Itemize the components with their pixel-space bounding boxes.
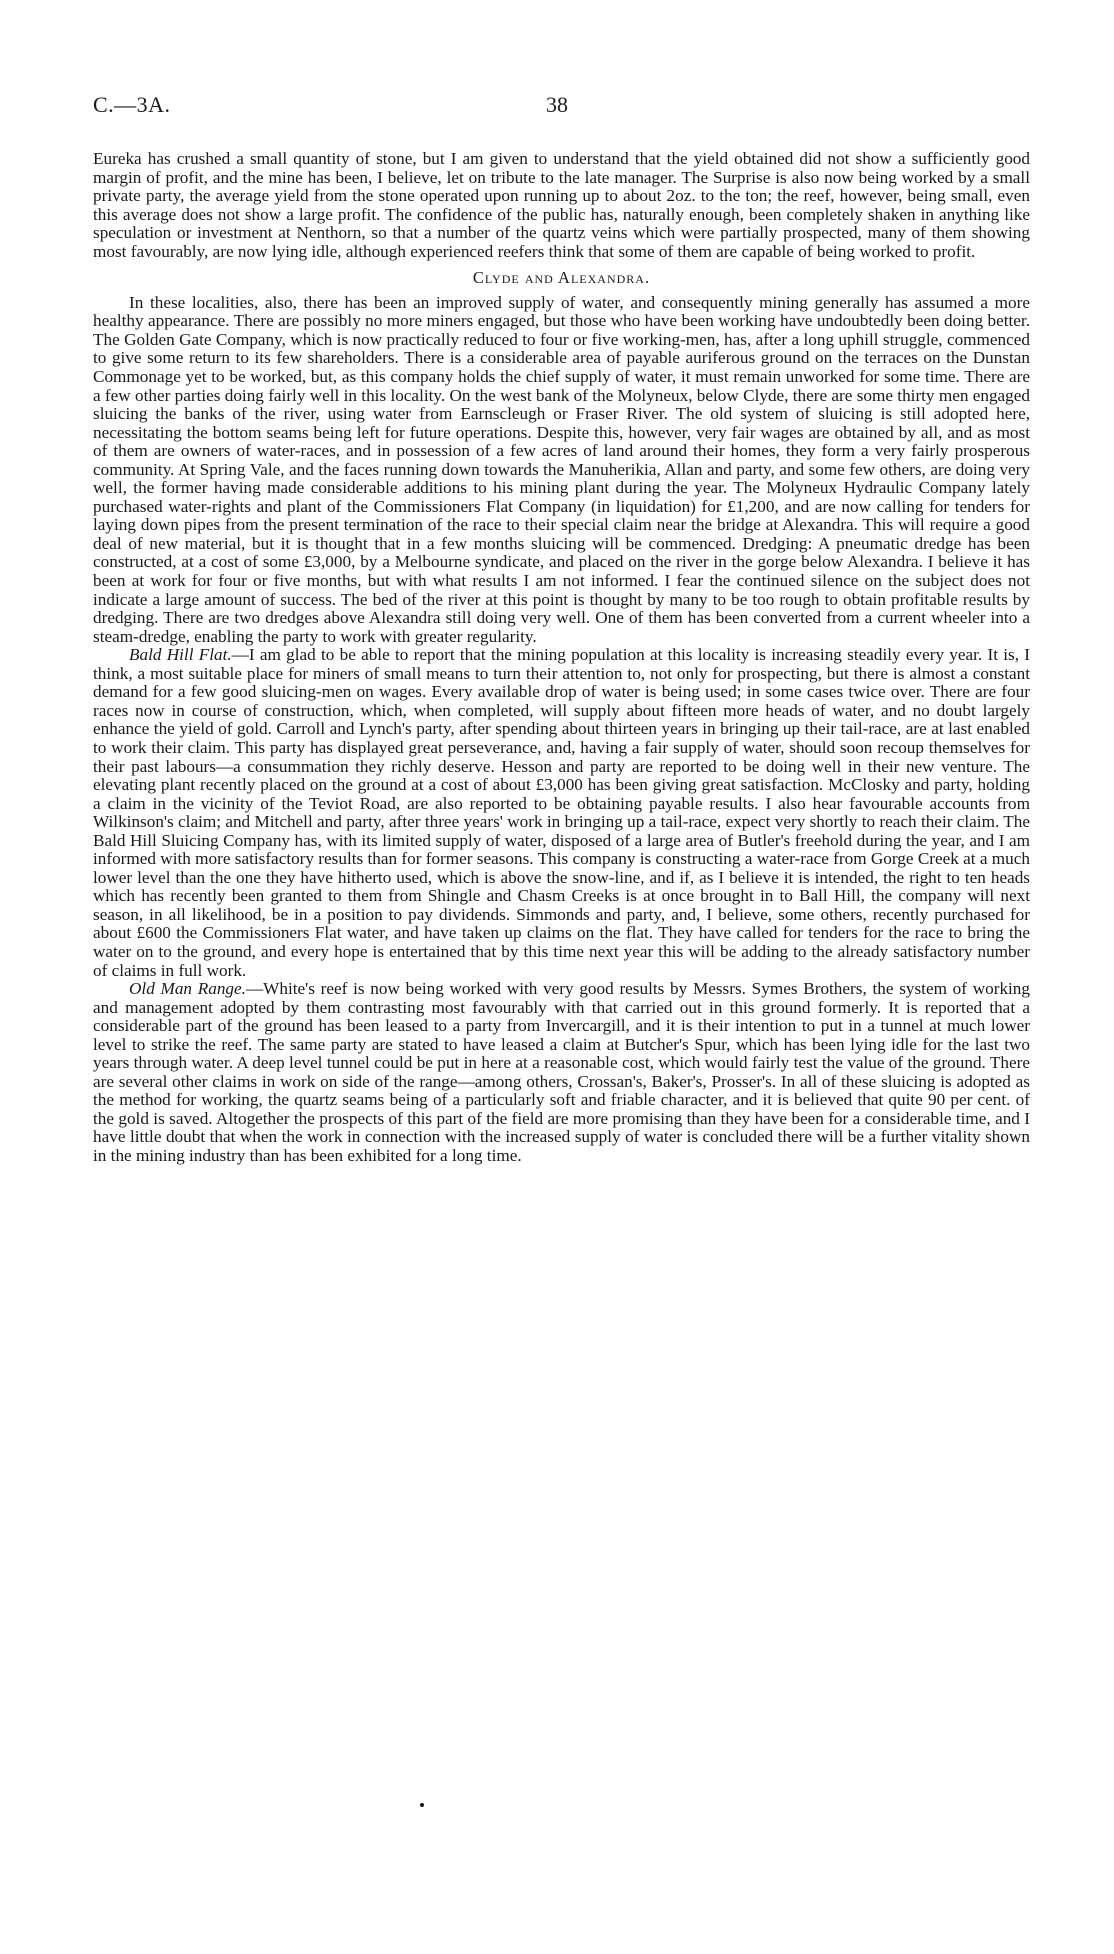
document-reference: C.—3A. (93, 92, 171, 117)
old-man-range-text: —White's reef is now being worked with very good results by Messrs. Symes Brothers, the system of working and management adopted by them contrasting most favourably with that carried out in this ground formerly. It is reported that a considerable part of the ground has been leased to a party from Invercargill, and it is their intention to put in a tunnel at much lower level to strike the reef. The same party are stated to have leased a claim at Butcher's Spur, which has been lying idle for the last two years through water. A deep level tunnel could be put in here at a reasonable cost, which would fairly test the value of the ground. There are several other claims in work on side of the range—among others, Crossan's, Baker's, Prosser's. In all of these sluicing is adopted as the method for working, the quartz seams being of a particularly soft and friable character, and it is believed that quite 90 per cent. of the gold is saved. Altogether the prospects of this part of the field are more promising than they have been for a considerable time, and I have little doubt that when the work in connection with the increased supply of water is concluded there will be a further vitality shown in the mining industry than has been exhibited for a long time. (93, 979, 1030, 1165)
bald-hill-flat-text: —I am glad to be able to report that the mining population at this locality is increasing steadily every year. It is, I think, a most suitable place for miners of small means to turn their attention to, not only for prospecting, but there is almost a constant demand for a few good sluicing-men on wages. Every available drop of water is being used; in some cases twice over. There are four races now in course of construction, which, when completed, will supply about fifteen more heads of water, and no doubt largely enhance the yield of gold. Carroll and Lynch's party, after spending about thirteen years in bringing up their tail-race, are at last enabled to work their claim. This party has displayed great perseverance, and, having a fair supply of water, should soon recoup themselves for their past labours—a consummation they richly deserve. Hesson and party are reported to be doing well in their new venture. The elevating plant recently placed on the ground at a cost of about £3,000 has been giving great satisfaction. McClosky and party, holding a claim in the vicinity of the Teviot Road, are also reported to be obtaining payable results. I also hear favourable accounts from Wilkinson's claim; and Mitchell and party, after three years' work in bringing up a tail-race, expect very shortly to reach their claim. The Bald Hill Sluicing Company has, with its limited supply of water, disposed of a large area of Butler's freehold during the year, and I am informed with more satisfactory results than for former seasons. This company is constructing a water-race from Gorge Creek at a much lower level than the one they have hitherto used, which is above the snow-line, and if, as I believe it is intended, the right to ten heads which has recently been granted to them from Shingle and Chasm Creeks is at once brought in to Ball Hill, the company will next season, in all likelihood, be in a position to pay dividends. Simmonds and party, and, I believe, some others, recently purchased for about £600 the Commissioners Flat water, and have taken up claims on the flat. They have called for tenders for the race to bring the water on to the ground, and every hope is entertained that by this time next year this will be adding to the already satisfactory number of claims in full work. (93, 645, 1030, 980)
paragraph-clyde-alexandra: In these localities, also, there has been an improved supply of water, and consequently mining generally has assumed a more healthy appearance. There are possibly no more miners engaged, but those who have been working have undoubtedly been doing better. The Golden Gate Company, which is now practically reduced to four or five working-men, has, after a long uphill struggle, commenced to give some return to its few shareholders. There is a considerable area of payable auriferous ground on the terraces on the Dunstan Commonage yet to be worked, but, as this company holds the chief supply of water, it must remain unworked for some time. There are a few other parties doing fairly well in this locality. On the west bank of the Molyneux, below Clyde, there are some thirty men engaged sluicing the banks of the river, using water from Earnscleugh or Fraser River. The old system of sluicing is still adopted here, necessitating the bottom seams being left for future operations. Despite this, however, very fair wages are obtained by all, and as most of them are owners of water-races, and in possession of a few acres of land around their homes, they form a very fairly prosperous community. At Spring Vale, and the faces running down towards the Manuherikia, Allan and party, and some few others, are doing very well, the former having made considerable additions to his mining plant during the year. The Molyneux Hydraulic Company lately purchased water-rights and plant of the Commissioners Flat Company (in liquidation) for £1,200, and are now calling for tenders for laying down pipes from the present termination of the race to their special claim near the bridge at Alexandra. This will require a good deal of new material, but it is thought that in a few months sluicing will be commenced. Dredging: A pneumatic dredge has been constructed, at a cost of some £3,000, by a Melbourne syndicate, and placed on the river in the gorge below Alexandra. I believe it has been at work for four or five months, but with what results I am not informed. I fear the continued silence on the subject does not indicate a large amount of success. The bed of the river at this point is thought by many to be too rough to obtain profitable results by dredging. There are two dredges above Alexandra still doing very well. One of them has been converted from a current wheeler into a steam-dredge, enabling the party to work with greater regularity. (93, 292, 1030, 646)
paragraph-eureka: Eureka has crushed a small quantity of stone, but I am given to understand that the yield obtained did not show a sufficiently good margin of profit, and the mine has been, I believe, let on tribute to the late manager. The Surprise is also now being worked by a small private party, the average yield from the stone operated upon running up to about 2oz. to the ton; the reef, however, being small, even this average does not show a large profit. The confidence of the public has, naturally enough, been completely shaken in anything like speculation or investment at Nenthorn, so that a number of the quartz veins which were partially prospected, many of them showing most favourably, are now lying idle, although experienced reefers think that some of them are capable of being worked to profit. (93, 149, 1030, 261)
page-number: 38 (546, 92, 568, 117)
page-header (93, 92, 1021, 124)
section-heading-clyde-alexandra: Clyde and Alexandra. (472, 268, 651, 288)
body-text (93, 150, 1030, 1166)
paragraph-bald-hill-flat (93, 646, 1030, 980)
stray-dot-mark (420, 1803, 424, 1807)
bald-hill-flat-lead: Bald Hill Flat. (129, 645, 232, 665)
old-man-range-lead: Old Man Range. (129, 979, 246, 999)
paragraph-old-man-range (93, 980, 1030, 1165)
